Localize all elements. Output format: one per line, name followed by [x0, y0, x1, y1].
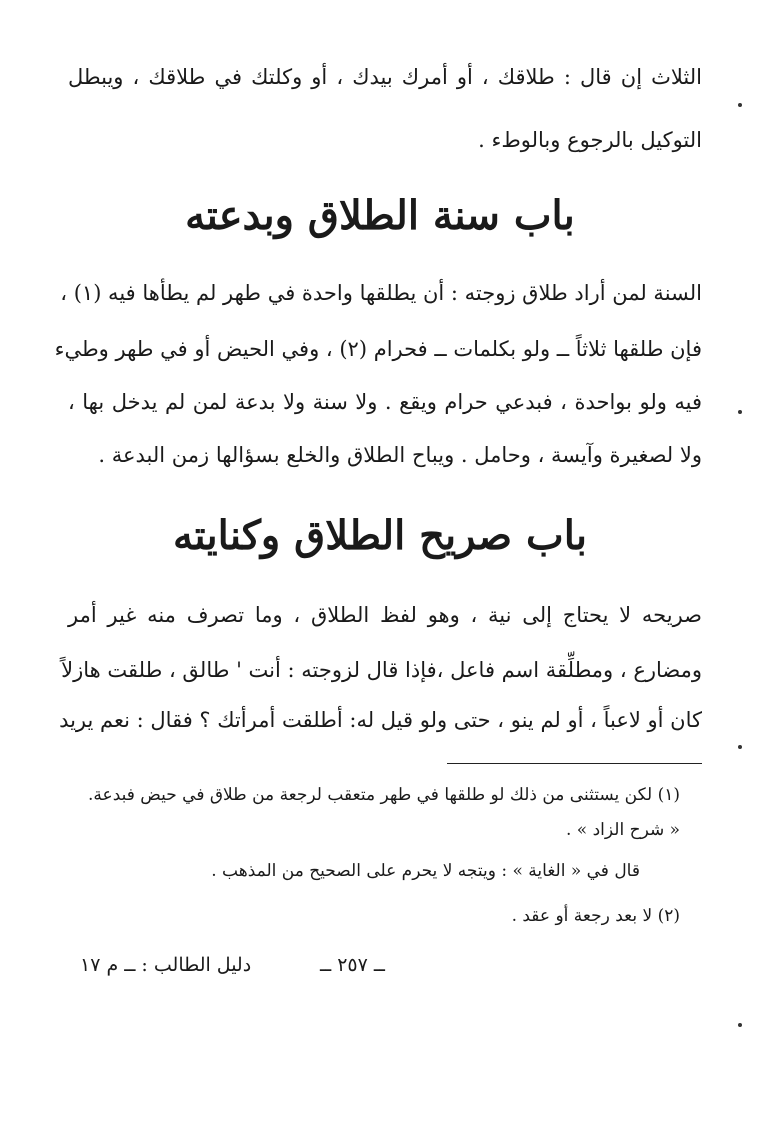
chapter-heading: باب صريح الطلاق وكنايته	[172, 512, 588, 559]
chapter-heading: باب سنة الطلاق وبدعته	[185, 192, 575, 239]
body-line: التوكيل بالرجوع وبالوطء .	[478, 128, 702, 152]
body-line: السنة لمن أراد طلاق زوجته : أن يطلقها واحدة في طهر لم يطأها فيه (١) ،	[60, 281, 702, 305]
scan-mark	[738, 745, 742, 749]
footnote-line: (١) لكن يستثنى من ذلك لو طلقها في طهر متعقب لرجعة من طلاق في حيض فبدعة.	[88, 785, 680, 805]
page-number: ــ ٢٥٧ ــ	[320, 954, 385, 976]
body-line: فيه ولو بواحدة ، فبدعي حرام ويقع . ولا سنة ولا بدعة لمن لم يدخل بها ،	[68, 390, 702, 414]
scan-mark	[738, 1023, 742, 1027]
body-line: فإن طلقها ثلاثاً ــ ولو بكلمات ــ فحرام (٢) ، وفي الحيض أو في طهر وطيء	[54, 337, 702, 361]
scan-mark	[738, 410, 742, 414]
body-line: كان أو لاعباً ، أو لم ينو ، حتى ولو قيل له: أطلقت أمرأتك ؟ فقال : نعم يريد	[59, 708, 702, 732]
scan-mark	[738, 103, 742, 107]
footnote-divider	[447, 763, 702, 764]
footnote-line: (٢) لا بعد رجعة أو عقد .	[511, 906, 680, 926]
body-line: ولا لصغيرة وآيسة ، وحامل . ويباح الطلاق والخلع بسؤالها زمن البدعة .	[98, 443, 702, 467]
body-line: صريحه لا يحتاج إلى نية ، وهو لفظ الطلاق ، وما تصرف منه غير أمر	[68, 603, 702, 627]
body-line: ومضارع ، ومطلِّقة اسم فاعل ،فإذا قال لزوجته : أنت ' طالق ، طلقت هازلاً	[61, 658, 702, 682]
book-signature: دليل الطالب : ــ م ١٧	[80, 954, 252, 976]
footnote-line: « شرح الزاد » .	[566, 820, 680, 840]
body-line: الثلاث إن قال : طلاقك ، أو أمرك بيدك ، أو وكلتك في طلاقك ، ويبطل	[68, 65, 702, 89]
footnote-line: قال في « الغاية » : ويتجه لا يحرم على الصحيح من المذهب .	[211, 861, 640, 881]
